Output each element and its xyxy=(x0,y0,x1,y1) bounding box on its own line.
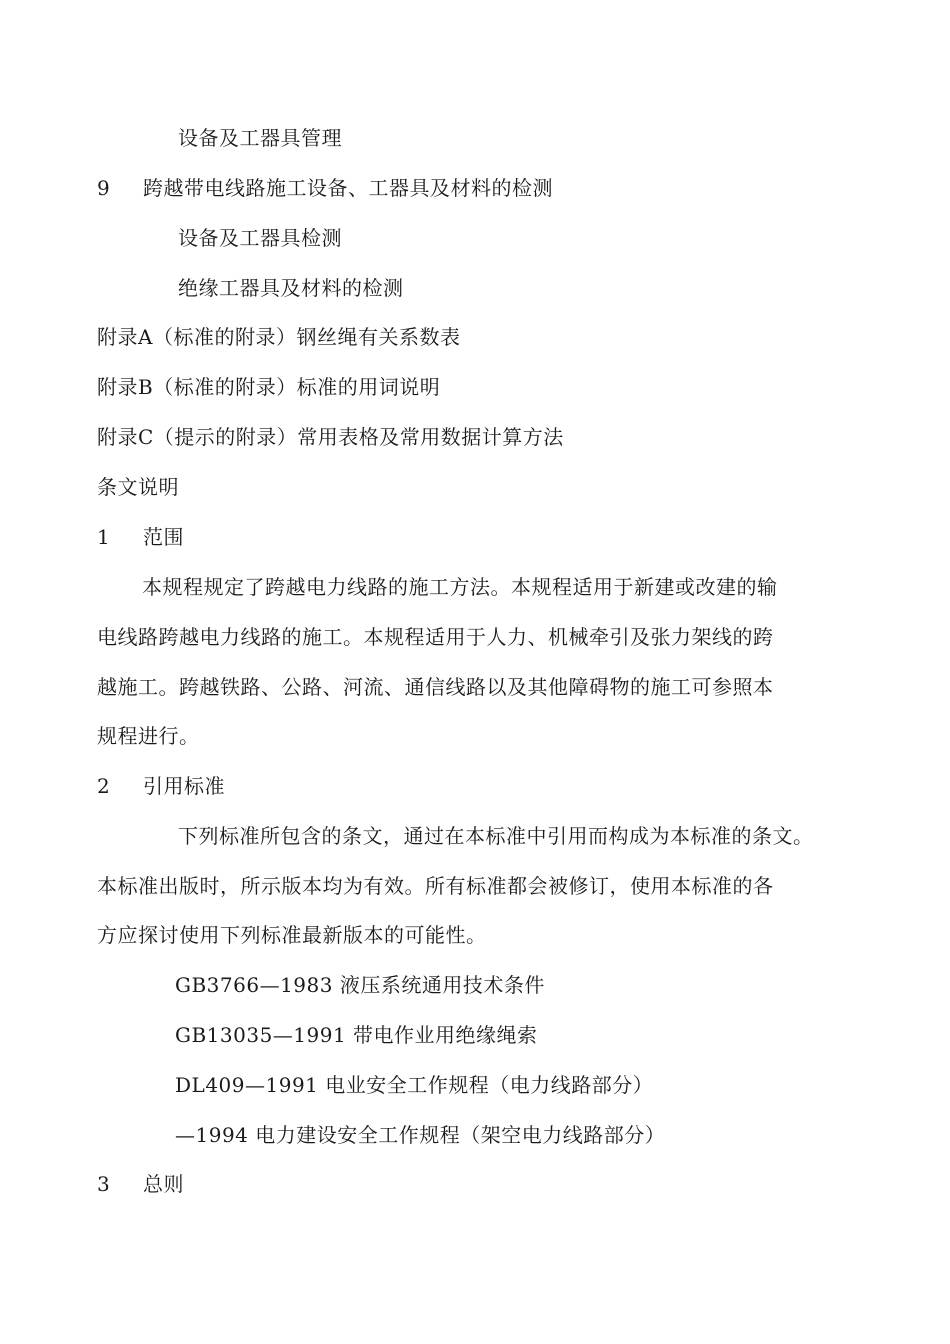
section-1-heading xyxy=(97,524,184,550)
section-1-paragraph-line: 规程进行。 xyxy=(97,724,200,748)
reference-item: GB13035—1991 带电作业用绝缘绳索 xyxy=(175,1023,538,1047)
section-1-paragraph-line: 越施工。跨越铁路、公路、河流、通信线路以及其他障碍物的施工可参照本 xyxy=(97,675,774,699)
toc-appendix-b: 附录B（标准的附录）标准的用词说明 xyxy=(97,375,441,399)
section-3-heading xyxy=(97,1171,184,1197)
toc-line-equipment-testing: 设备及工器具检测 xyxy=(178,226,342,250)
notes-heading: 条文说明 xyxy=(97,475,179,499)
toc-section-9 xyxy=(97,175,553,201)
section-2-paragraph-line: 下列标准所包含的条文，通过在本标准中引用而构成为本标准的条文。 xyxy=(178,824,814,848)
reference-item: —1994 电力建设安全工作规程（架空电力线路部分） xyxy=(175,1123,666,1147)
section-number: 9 xyxy=(97,176,111,200)
section-number: 1 xyxy=(97,525,111,549)
section-title: 跨越带电线路施工设备、工器具及材料的检测 xyxy=(143,176,553,200)
section-2-heading xyxy=(97,773,225,799)
toc-appendix-c: 附录C（提示的附录）常用表格及常用数据计算方法 xyxy=(97,425,564,449)
section-number: 2 xyxy=(97,774,111,798)
section-title: 总则 xyxy=(143,1172,184,1196)
toc-line-insulation-testing: 绝缘工器具及材料的检测 xyxy=(178,276,404,300)
reference-item: DL409—1991 电业安全工作规程（电力线路部分） xyxy=(175,1073,654,1097)
section-1-paragraph-line: 电线路跨越电力线路的施工。本规程适用于人力、机械牵引及张力架线的跨 xyxy=(97,625,774,649)
section-number: 3 xyxy=(97,1172,111,1196)
section-title: 范围 xyxy=(143,525,184,549)
section-title: 引用标准 xyxy=(143,774,225,798)
section-2-paragraph-line: 方应探讨使用下列标准最新版本的可能性。 xyxy=(97,923,487,947)
reference-item: GB3766—1983 液压系统通用技术条件 xyxy=(175,973,545,997)
section-1-paragraph-line: 本规程规定了跨越电力线路的施工方法。本规程适用于新建或改建的输 xyxy=(142,575,778,599)
section-2-paragraph-line: 本标准出版时，所示版本均为有效。所有标准都会被修订，使用本标准的各 xyxy=(97,874,774,898)
toc-appendix-a: 附录A（标准的附录）钢丝绳有关系数表 xyxy=(97,325,461,349)
toc-line-equipment-management: 设备及工器具管理 xyxy=(178,126,342,150)
